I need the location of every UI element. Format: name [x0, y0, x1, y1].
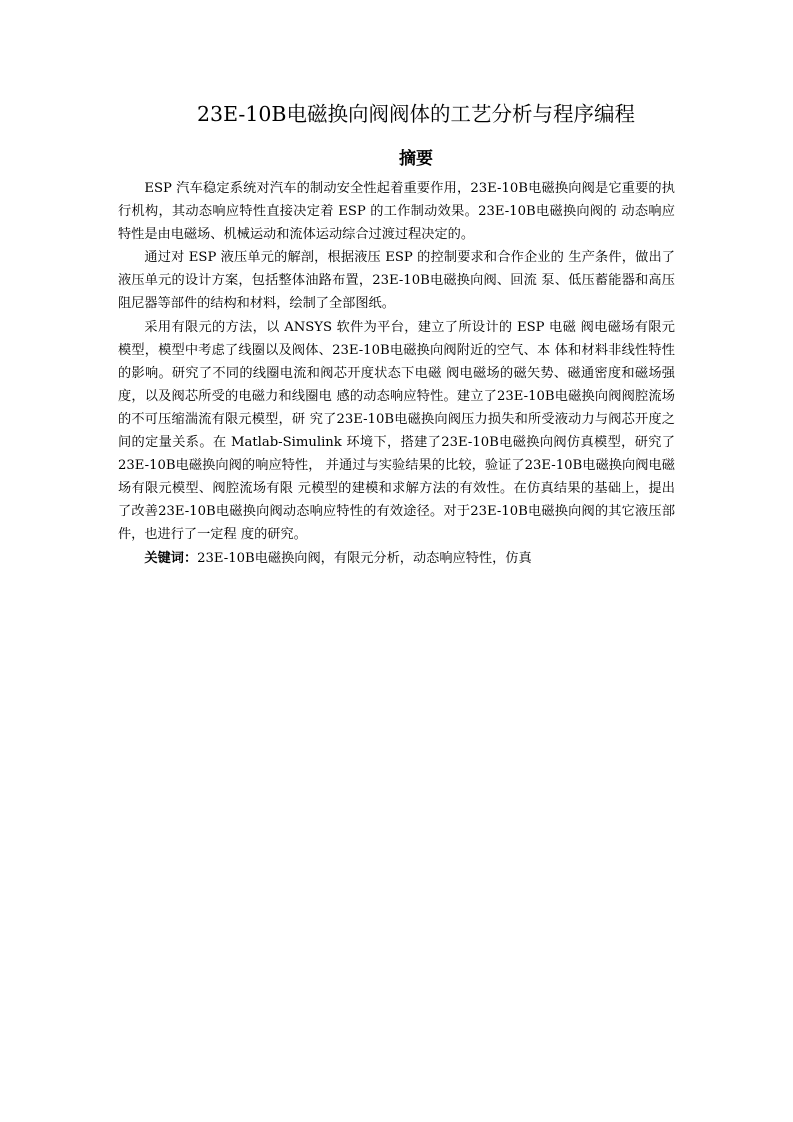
abstract-paragraph-2: 通过对 ESP 液压单元的解剖，根据液压 ESP 的控制要求和合作企业的 生产条件，做出了液压单元的设计方案，包括整体油路布置，23E-10B电磁换向阀、回流 泵、低压蓄能器和高压阻尼器等部件的结构和材料，绘制了全部图纸。: [118, 250, 675, 312]
keywords-text: 23E-10B电磁换向阀，有限元分析，动态响应特性，仿真: [197, 550, 532, 566]
keywords-line: [118, 547, 675, 570]
abstract-body: [118, 177, 675, 570]
keywords-label: 关键词：: [144, 550, 198, 566]
paper-title: 23E-10B电磁换向阀阀体的工艺分析与程序编程: [196, 102, 635, 126]
abstract-heading: 摘要: [399, 149, 433, 169]
abstract-paragraph-1: ESP 汽车稳定系统对汽车的制动安全性起着重要作用，23E-10B电磁换向阀是它重要的执行机构，其动态响应特性直接决定着 ESP 的工作制动效果。23E-10B电磁换向阀的 动态响应特性是由电磁场、机械运动和流体运动综合过渡过程决定的。: [118, 181, 675, 243]
abstract-paragraph-3: 采用有限元的方法，以 ANSYS 软件为平台，建立了所设计的 ESP 电磁 阀电磁场有限元模型，模型中考虑了线圈以及阀体、23E-10B电磁换向阀附近的空气、本 体和材料非线性特性的影响。研究了不同的线圈电流和阀芯开度状态下电磁 阀电磁场的磁矢势、磁通密度和磁场强度，以及阀芯所受的电磁力和线圈电 感的动态响应特性。建立了23E-10B电磁换向阀阀腔流场的不可压缩湍流有限元模型，研 究了23E-10B电磁换向阀压力损失和所受液动力与阀芯开度之间的定量关系。在 Matlab-Simulink 环境下，搭建了23E-10B电磁换向阀仿真模型，研究了23E-10B电磁换向阀的响应特性， 并通过与实验结果的比较，验证了23E-10B电磁换向阀电磁场有限元模型、阀腔流场有限 元模型的建模和求解方法的有效性。在仿真结果的基础上，提出了改善23E-10B电磁换向阀动态响应特性的有效途径。对于23E-10B电磁换向阀的其它液压部件，也进行了一定程 度的研究。: [118, 319, 675, 543]
